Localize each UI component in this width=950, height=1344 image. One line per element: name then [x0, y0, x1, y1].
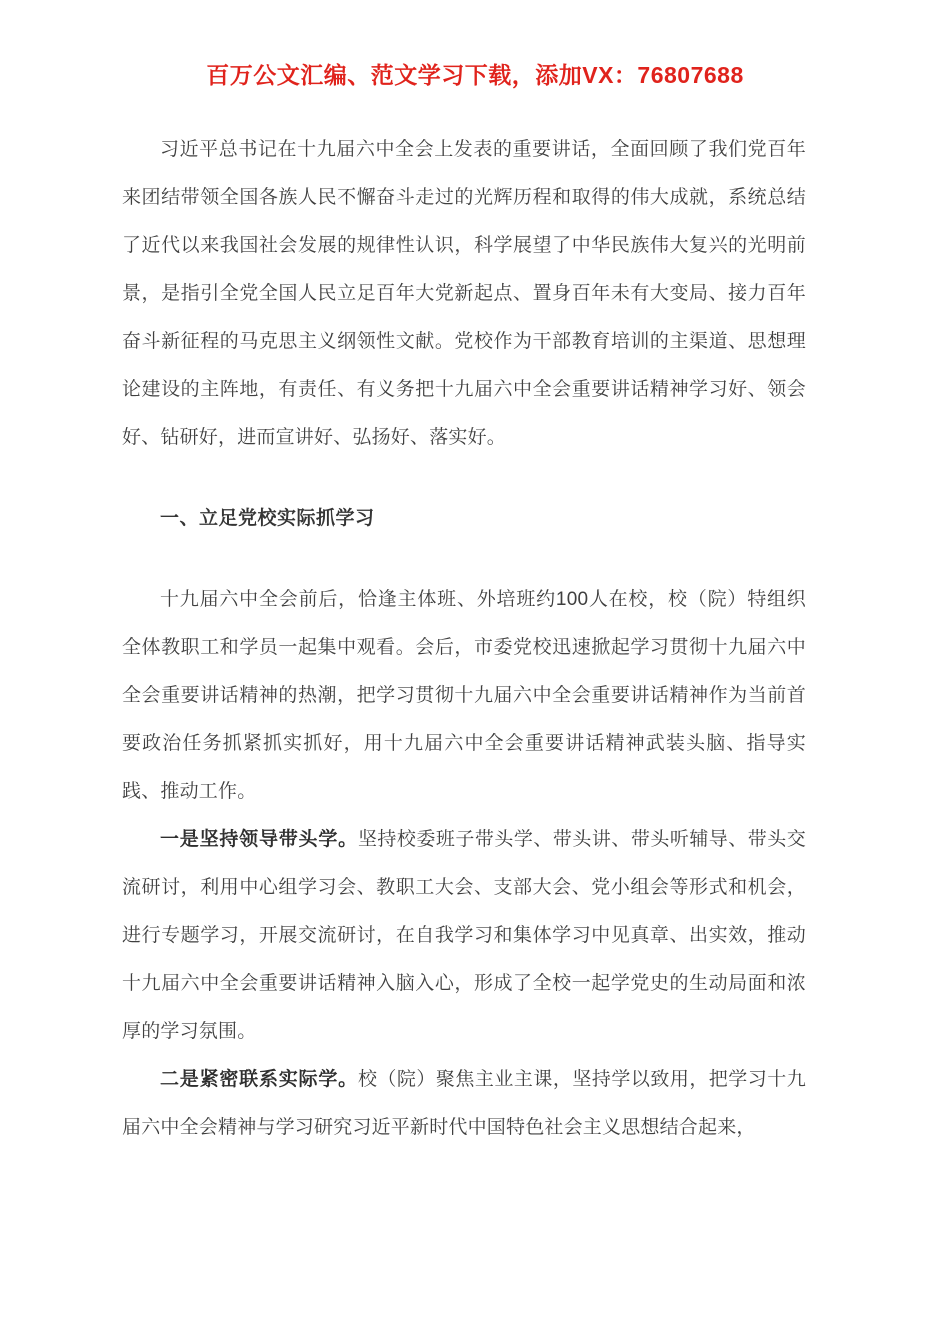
section-heading-one: 一、立足党校实际抓学习 — [160, 508, 375, 529]
point-one-paragraph — [122, 816, 806, 1056]
point-two-lead: 二是紧密联系实际学。 — [160, 1069, 358, 1090]
promo-watermark-header: 百万公文汇编、范文学习下载，添加VX：76807688 — [206, 62, 744, 88]
intro-paragraph: 习近平总书记在十九届六中全会上发表的重要讲话，全面回顾了我们党百年来团结带领全国各族人民不懈奋斗走过的光辉历程和取得的伟大成就，系统总结了近代以来我国社会发展的规律性认识，科学展望了中华民族伟大复兴的光明前景，是指引全党全国人民立足百年大党新起点、置身百年未有大变局、接力百年奋斗新征程的马克思主义纲领性文献。党校作为干部教育培训的主渠道、思想理论建设的主阵地，有责任、有义务把十九届六中全会重要讲话精神学习好、领会好、钻研好，进而宣讲好、弘扬好、落实好。 — [122, 139, 806, 448]
document-body — [122, 126, 806, 1152]
point-two-paragraph — [122, 1056, 806, 1152]
section-one-paragraph: 十九届六中全会前后，恰逢主体班、外培班约100人在校，校（院）特组织全体教职工和学员一起集中观看。会后，市委党校迅速掀起学习贯彻十九届六中全会重要讲话精神的热潮，把学习贯彻十九届六中全会重要讲话精神作为当前首要政治任务抓紧抓实抓好，用十九届六中全会重要讲话精神武装头脑、指导实践、推动工作。 — [122, 589, 806, 802]
point-two-text: 校（院）聚焦主业主课，坚持学以致用，把学习十九届六中全会精神与学习研究习近平新时代中国特色社会主义思想结合起来， — [122, 1069, 806, 1138]
point-one-lead: 一是坚持领导带头学。 — [160, 829, 358, 850]
point-one-text: 坚持校委班子带头学、带头讲、带头听辅导、带头交流研讨，利用中心组学习会、教职工大会、支部大会、党小组会等形式和机会，进行专题学习，开展交流研讨，在自我学习和集体学习中见真章、出实效，推动十九届六中全会重要讲话精神入脑入心，形成了全校一起学党史的生动局面和浓厚的学习氛围。 — [122, 829, 806, 1042]
